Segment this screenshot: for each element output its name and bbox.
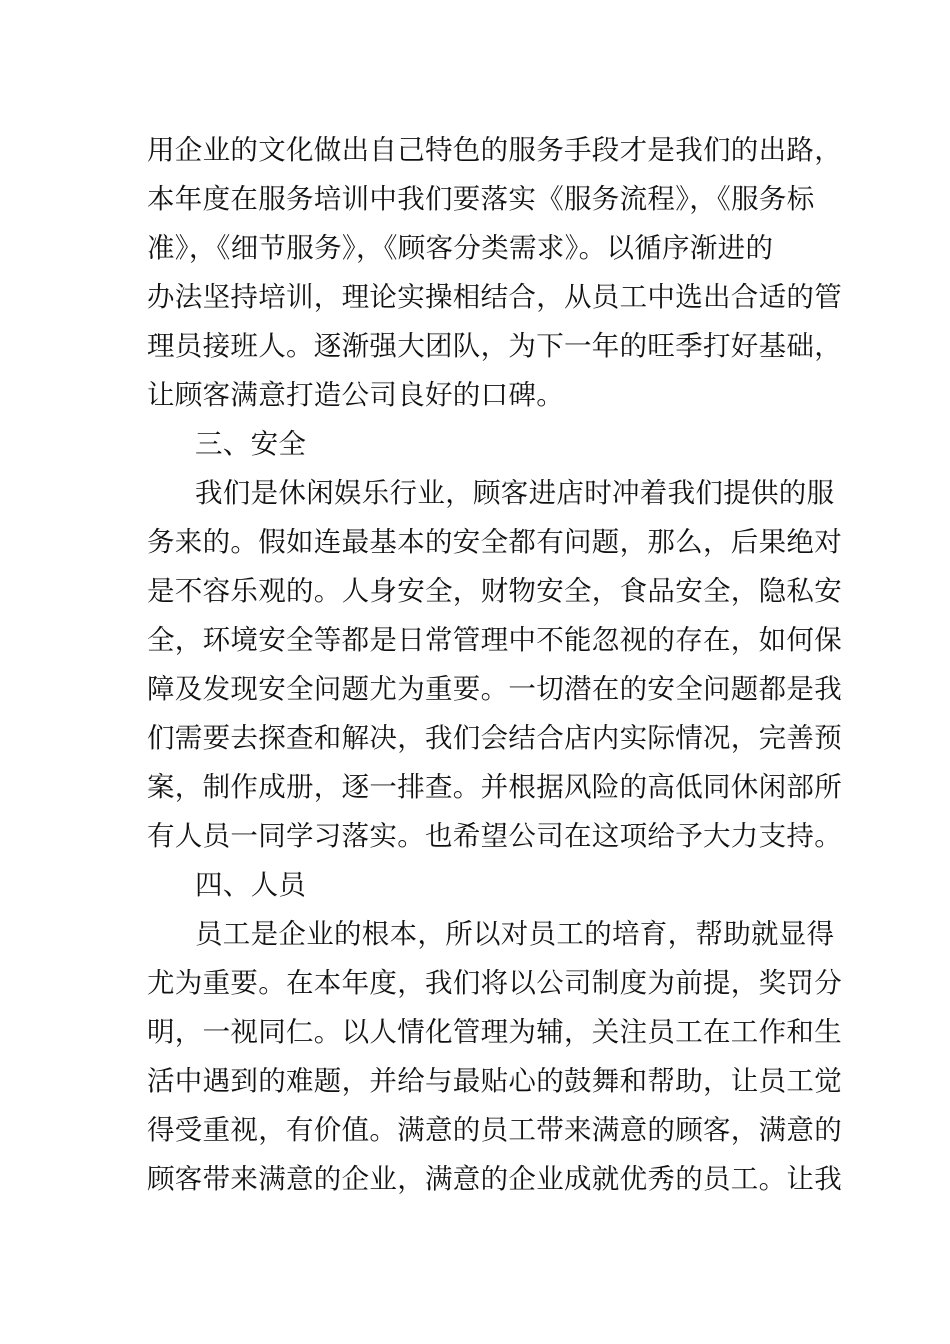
body-line: 顾客带来满意的企业，满意的企业成就优秀的员工。让我 bbox=[147, 1163, 842, 1195]
body-line: 让顾客满意打造公司良好的口碑。 bbox=[147, 379, 564, 411]
body-line: 办法坚持培训，理论实操相结合，从员工中选出合适的管 bbox=[147, 281, 842, 313]
body-line: 尤为重要。在本年度，我们将以公司制度为前提，奖罚分 bbox=[147, 967, 842, 999]
body-line: 活中遇到的难题，并给与最贴心的鼓舞和帮助，让员工觉 bbox=[147, 1065, 842, 1097]
body-line: 全，环境安全等都是日常管理中不能忽视的存在，如何保 bbox=[147, 624, 842, 656]
paragraph-first-line: 我们是休闲娱乐行业，顾客进店时冲着我们提供的服 bbox=[195, 477, 835, 509]
section-heading-staff: 四、人员 bbox=[195, 869, 307, 901]
paragraph-first-line: 员工是企业的根本，所以对员工的培育，帮助就显得 bbox=[195, 918, 835, 950]
body-line: 案，制作成册，逐一排查。并根据风险的高低同休闲部所 bbox=[147, 771, 842, 803]
body-line: 是不容乐观的。人身安全，财物安全，食品安全，隐私安 bbox=[147, 575, 842, 607]
body-line: 务来的。假如连最基本的安全都有问题，那么，后果绝对 bbox=[147, 526, 842, 558]
body-line: 有人员一同学习落实。也希望公司在这项给予大力支持。 bbox=[147, 820, 842, 852]
body-line: 们需要去探查和解决，我们会结合店内实际情况，完善预 bbox=[147, 722, 842, 754]
document-body bbox=[147, 126, 842, 1204]
body-line: 理员接班人。逐渐强大团队，为下一年的旺季打好基础， bbox=[147, 330, 842, 362]
section-heading-safety: 三、安全 bbox=[195, 428, 307, 460]
body-line: 准》，《细节服务》，《顾客分类需求》。以循序渐进的 bbox=[147, 232, 774, 264]
body-line: 障及发现安全问题尤为重要。一切潜在的安全问题都是我 bbox=[147, 673, 842, 705]
body-line: 用企业的文化做出自己特色的服务手段才是我们的出路， bbox=[147, 134, 842, 166]
body-line: 本年度在服务培训中我们要落实《服务流程》，《服务标 bbox=[147, 183, 815, 215]
body-line: 得受重视，有价值。满意的员工带来满意的顾客，满意的 bbox=[147, 1114, 842, 1146]
body-line: 明，一视同仁。以人情化管理为辅，关注员工在工作和生 bbox=[147, 1016, 842, 1048]
